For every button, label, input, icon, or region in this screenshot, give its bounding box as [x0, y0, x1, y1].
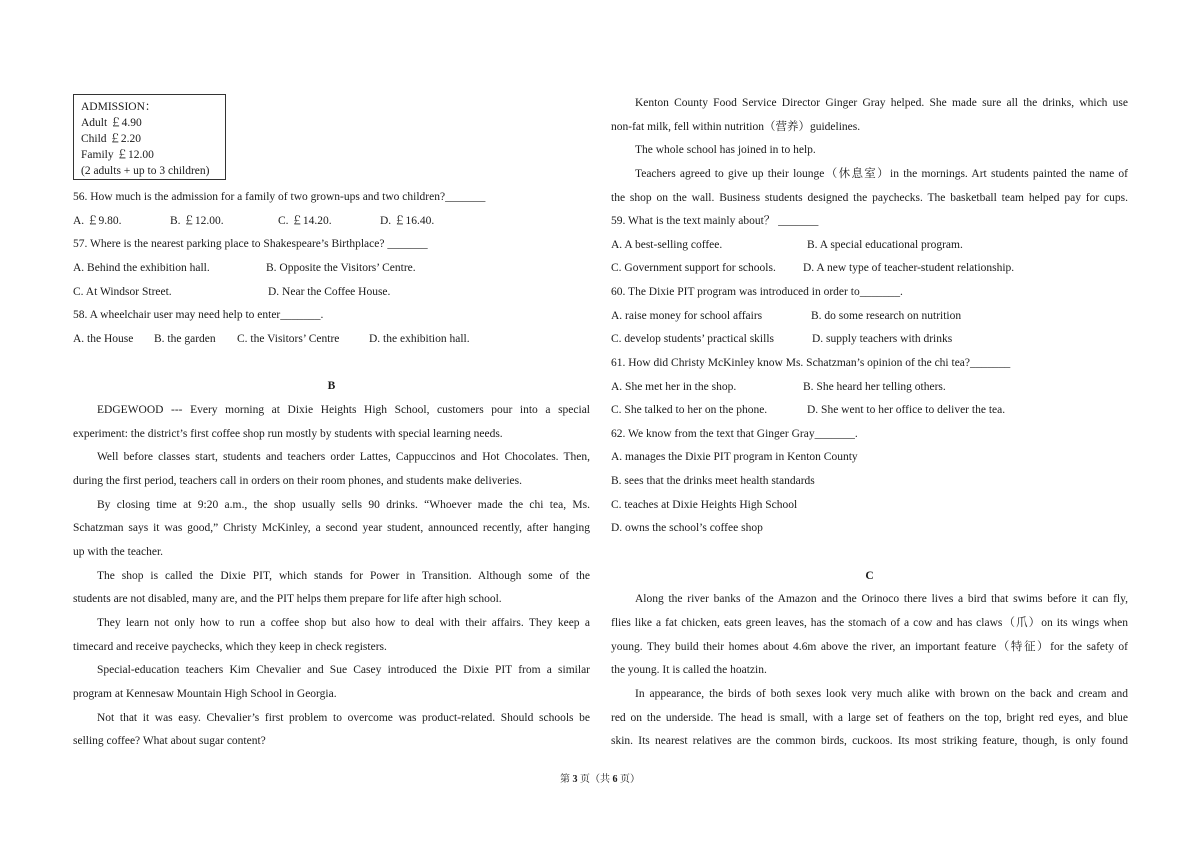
admission-family: Family ￡12.00 [81, 149, 154, 161]
q59-option-a: A. A best-selling coffee. [611, 239, 723, 251]
q62-option-d: D. owns the school’s coffee shop [611, 522, 763, 534]
q60-option-b: B. do some research on nutrition [811, 310, 962, 322]
passage-b-line: selling coffee? What about sugar content? [73, 735, 266, 747]
page-footer [0, 774, 1200, 786]
passage-b-line: Teachers agreed to give up their lounge（休息室）in the mornings. Art students painted the name of [635, 168, 1128, 180]
passage-b-line: the shop on the wall. Business students designed the paychecks. The basketball team helped pay for cups. [611, 192, 1128, 204]
passage-c-line: young. They build their homes about 4.6m above the river, an important feature（特征）for the safety of [611, 641, 1128, 653]
q56-stem: 56. How much is the admission for a family of two grown-ups and two children?_______ [73, 191, 486, 203]
footer-prefix: 第 [560, 774, 570, 785]
passage-b-line: students are not disabled, many are, and the PIT helps them prepare for life after high school. [73, 593, 502, 605]
admission-family-note: (2 adults + up to 3 children) [81, 165, 210, 177]
q62-option-a: A. manages the Dixie PIT program in Kenton County [611, 451, 858, 463]
passage-b-line: EDGEWOOD --- Every morning at Dixie Heights High School, customers pour into a special [97, 404, 590, 416]
q59-option-c: C. Government support for schools. [611, 262, 776, 274]
q58-stem: 58. A wheelchair user may need help to enter_______. [73, 309, 324, 321]
passage-b-line: non-fat milk, fell within nutrition（营养）guidelines. [611, 121, 861, 133]
footer-middle: 页（共 [580, 774, 610, 785]
q61-option-c: C. She talked to her on the phone. [611, 404, 768, 416]
q61-option-d: D. She went to her office to deliver the tea. [807, 404, 1006, 416]
section-b-heading: B [327, 380, 336, 392]
q59-option-d: D. A new type of teacher-student relationship. [803, 262, 1015, 274]
q58-option-a: A. the House [73, 333, 134, 345]
passage-c-line: In appearance, the birds of both sexes look very much alike with brown on the back and cream and [635, 688, 1128, 700]
q60-option-a: A. raise money for school affairs [611, 310, 763, 322]
passage-b-line: during the first period, teachers call in orders on their room phones, and students make deliveries. [73, 475, 523, 487]
q57-option-d: D. Near the Coffee House. [268, 286, 391, 298]
q57-option-c: C. At Windsor Street. [73, 286, 172, 298]
passage-b-line: The shop is called the Dixie PIT, which stands for Power in Transition. Although some of the [97, 570, 590, 582]
passage-b-line: By closing time at 9:20 a.m., the shop usually sells 90 drinks. “Whoever made the chi tea, Ms. [97, 499, 590, 511]
q62-stem: 62. We know from the text that Ginger Gray_______. [611, 428, 858, 440]
q56-option-d: D. ￡16.40. [380, 215, 435, 227]
passage-b-line: Schatzman says it was good,” Christy McKinley, a second year student, announced recently, after hanging [73, 522, 590, 534]
q57-option-b: B. Opposite the Visitors’ Centre. [266, 262, 416, 274]
q61-option-a: A. She met her in the shop. [611, 381, 737, 393]
q61-stem: 61. How did Christy McKinley know Ms. Schatzman’s opinion of the chi tea?_______ [611, 357, 1011, 369]
q61-option-b: B. She heard her telling others. [803, 381, 946, 393]
footer-total-pages: 6 [612, 774, 618, 785]
q57-stem: 57. Where is the nearest parking place to Shakespeare’s Birthplace? _______ [73, 238, 428, 250]
passage-c-line: skin. Its nearest relatives are the common birds, cuckoos. Its most striking feature, though, is only found [611, 735, 1128, 747]
footer-page-number: 3 [572, 774, 578, 785]
passage-b-line: They learn not only how to run a coffee shop but also how to deal with their affairs. They keep a [97, 617, 590, 629]
q62-option-b: B. sees that the drinks meet health standards [611, 475, 815, 487]
passage-b-line: timecard and receive paychecks, which they keep in check registers. [73, 641, 387, 653]
footer-suffix: 页） [620, 774, 640, 785]
passage-c-line: red on the underside. The head is small, with a large set of feathers on the top, bright red eyes, and blue [611, 712, 1128, 724]
q58-option-d: D. the exhibition hall. [369, 333, 470, 345]
q56-option-c: C. ￡14.20. [278, 215, 332, 227]
admission-adult: Adult ￡4.90 [81, 117, 142, 129]
passage-c-line: flies like a fat chicken, eats green leaves, has the stomach of a cow and has claws（爪）on its wings when [611, 617, 1128, 629]
q56-option-a: A. ￡9.80. [73, 215, 122, 227]
passage-b-line: Special-education teachers Kim Chevalier and Sue Casey introduced the Dixie PIT from a similar [97, 664, 590, 676]
admission-title: ADMISSION： [81, 101, 157, 113]
passage-b-line: The whole school has joined in to help. [635, 144, 816, 156]
admission-box [73, 94, 226, 180]
passage-b-line: Kenton County Food Service Director Ginger Gray helped. She made sure all the drinks, which use [635, 97, 1128, 109]
admission-child: Child ￡2.20 [81, 133, 142, 145]
q57-option-a: A. Behind the exhibition hall. [73, 262, 210, 274]
passage-b-line: Well before classes start, students and teachers order Lattes, Cappuccinos and Hot Chocolates. Then, [97, 451, 590, 463]
q60-option-d: D. supply teachers with drinks [812, 333, 953, 345]
passage-c-line: the young. It is called the hoatzin. [611, 664, 767, 676]
passage-b-line: Not that it was easy. Chevalier’s first problem to overcome was product-related. Should schools be [97, 712, 590, 724]
passage-b-line: experiment: the district’s first coffee shop run mostly by students with special learning needs. [73, 428, 503, 440]
q58-option-c: C. the Visitors’ Centre [237, 333, 340, 345]
passage-b-line: program at Kennesaw Mountain High School in Georgia. [73, 688, 337, 700]
passage-c-line: Along the river banks of the Amazon and the Orinoco there lives a bird that swims before it can fly, [635, 593, 1128, 605]
q58-option-b: B. the garden [154, 333, 216, 345]
section-c-heading: C [865, 570, 874, 582]
q59-stem: 59. What is the text mainly about？ _______ [611, 215, 819, 227]
passage-b-line: up with the teacher. [73, 546, 164, 558]
q59-option-b: B. A special educational program. [807, 239, 963, 251]
q56-option-b: B. ￡12.00. [170, 215, 224, 227]
q60-option-c: C. develop students’ practical skills [611, 333, 774, 345]
q62-option-c: C. teaches at Dixie Heights High School [611, 499, 798, 511]
q60-stem: 60. The Dixie PIT program was introduced in order to_______. [611, 286, 903, 298]
